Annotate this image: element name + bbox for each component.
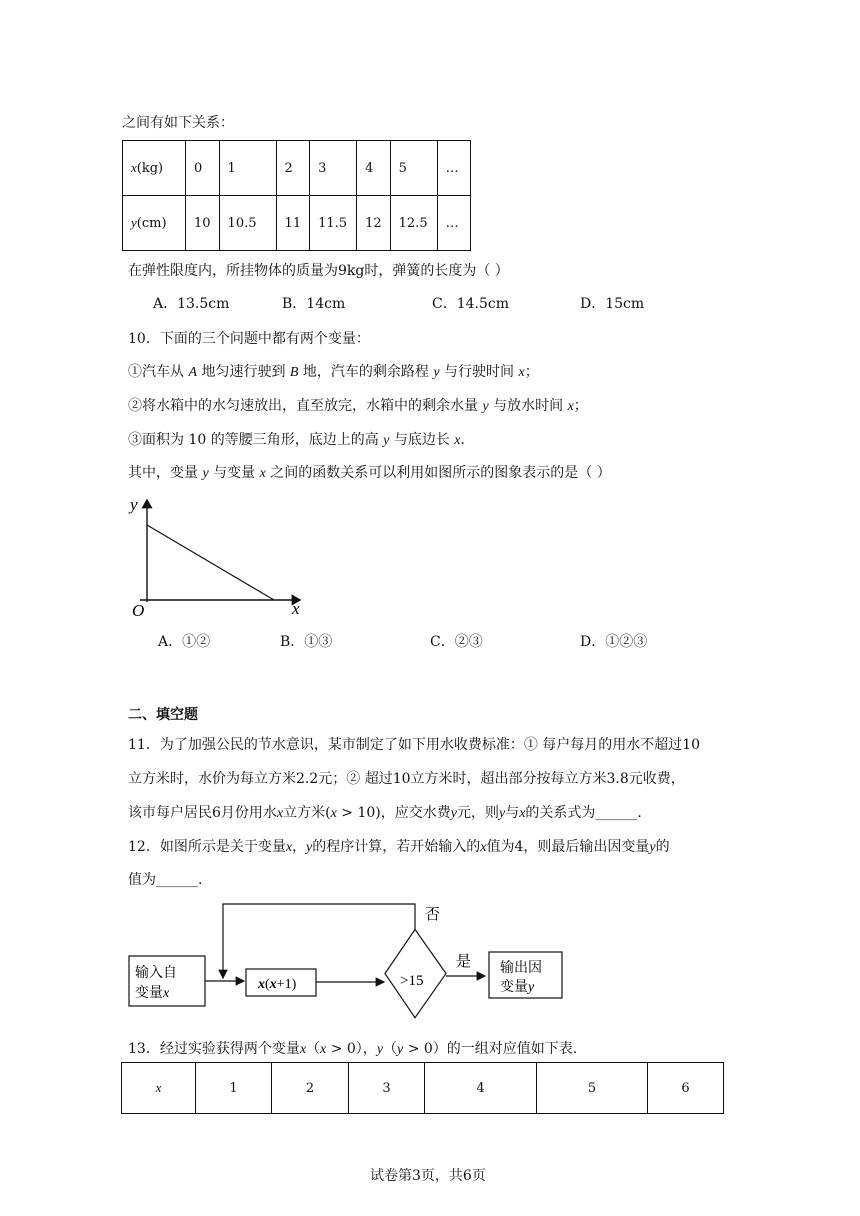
q10-option-c[interactable]: C．②③ — [430, 634, 483, 650]
function-line — [147, 525, 274, 600]
linear-decrease-graph — [120, 492, 320, 620]
q13-table — [121, 1062, 724, 1114]
table-row-y — [123, 196, 471, 251]
q13-stem: 13．经过实验获得两个变量x（x > 0），y（y > 0）的一组对应值如下表. — [128, 1041, 578, 1057]
process-formula: x(x+1) — [258, 977, 297, 992]
loop-back-line — [223, 904, 415, 978]
q10-option-d[interactable]: D．①②③ — [580, 634, 648, 650]
program-flowchart — [120, 896, 580, 1026]
q10-item-3: ③面积为 10 的等腰三角形，底边上的高 y 与底边长 x. — [128, 432, 465, 448]
page-footer: 试卷第3页，共6页 — [370, 1168, 486, 1184]
table-cell: 11.5 — [310, 196, 357, 251]
x-axis-label: x — [292, 599, 300, 618]
table-cell: 4 — [425, 1063, 537, 1114]
q9-option-d[interactable]: D．15cm — [580, 296, 645, 312]
table-header-x: x(kg) — [123, 141, 186, 196]
q11-line-3: 该市每户居民6月份用水x立方米(x > 10)，应交水费y元，则y与x的关系式为______. — [128, 805, 642, 821]
table-cell: 0 — [186, 141, 220, 196]
spring-length-table — [122, 140, 471, 251]
q11-line-2: 立方米时，水价为每立方米2.2元；② 超过10立方米时，超出部分按每立方米3.8元收费， — [128, 771, 685, 787]
q9-option-b[interactable]: B．14cm — [282, 296, 346, 312]
table-header-x: x — [122, 1063, 196, 1114]
table-cell: 10.5 — [219, 196, 276, 251]
table-cell: 12.5 — [390, 196, 437, 251]
yes-label: 是 — [456, 954, 472, 970]
input-label-2: 变量x — [135, 986, 170, 1001]
q10-option-a[interactable]: A．①② — [158, 634, 211, 650]
section-title: 二、填空题 — [128, 707, 198, 723]
table-cell: 1 — [219, 141, 276, 196]
y-axis-label: y — [130, 495, 138, 514]
origin-label: O — [132, 601, 145, 620]
q10-item-2: ②将水箱中的水匀速放出，直至放完，水箱中的剩余水量 y 与放水时间 x； — [128, 398, 588, 414]
q10-stem: 10．下面的三个问题中都有两个变量： — [128, 331, 370, 347]
q9-stem: 在弹性限度内，所挂物体的质量为9kg时，弹簧的长度为（ ） — [128, 263, 509, 279]
q11-line-1: 11．为了加强公民的节水意识，某市制定了如下用水收费标准：① 每户每月的用水不超过10 — [128, 737, 701, 753]
intro-line: 之间有如下关系： — [122, 115, 234, 131]
table-cell: 10 — [186, 196, 220, 251]
table-cell: 1 — [196, 1063, 272, 1114]
input-label-1: 输入自 — [135, 966, 177, 981]
q10-option-b[interactable]: B．①③ — [280, 634, 333, 650]
table-cell: 2 — [272, 1063, 349, 1114]
table-header-y: y(cm) — [123, 196, 186, 251]
table-cell: 12 — [357, 196, 391, 251]
table-cell: 4 — [357, 141, 391, 196]
q10-question: 其中，变量 y 与变量 x 之间的函数关系可以利用如图所示的图象表示的是（ ） — [128, 465, 611, 481]
table-row-x — [122, 1063, 724, 1114]
table-cell: 5 — [390, 141, 437, 196]
output-label-2: 变量y — [500, 980, 535, 995]
table-cell: 5 — [537, 1063, 648, 1114]
condition-label: >15 — [400, 973, 424, 989]
table-cell: 3 — [310, 141, 357, 196]
q10-item-1: ①汽车从 A 地匀速行驶到 B 地，汽车的剩余路程 y 与行驶时间 x； — [128, 364, 539, 380]
table-cell: 3 — [349, 1063, 425, 1114]
output-label-1: 输出因 — [500, 961, 542, 976]
table-cell: … — [437, 141, 470, 196]
table-row-x — [123, 141, 471, 196]
table-cell: 2 — [276, 141, 310, 196]
q9-option-a[interactable]: A．13.5cm — [153, 296, 230, 312]
no-label: 否 — [425, 907, 441, 923]
q12-line-2: 值为______. — [128, 872, 203, 888]
table-cell: 6 — [648, 1063, 724, 1114]
table-cell: … — [437, 196, 470, 251]
q9-option-c[interactable]: C．14.5cm — [432, 296, 509, 312]
q12-line-1: 12．如图所示是关于变量x，y的程序计算，若开始输入的x值为4，则最后输出因变量y的 — [128, 839, 670, 855]
table-cell: 11 — [276, 196, 310, 251]
